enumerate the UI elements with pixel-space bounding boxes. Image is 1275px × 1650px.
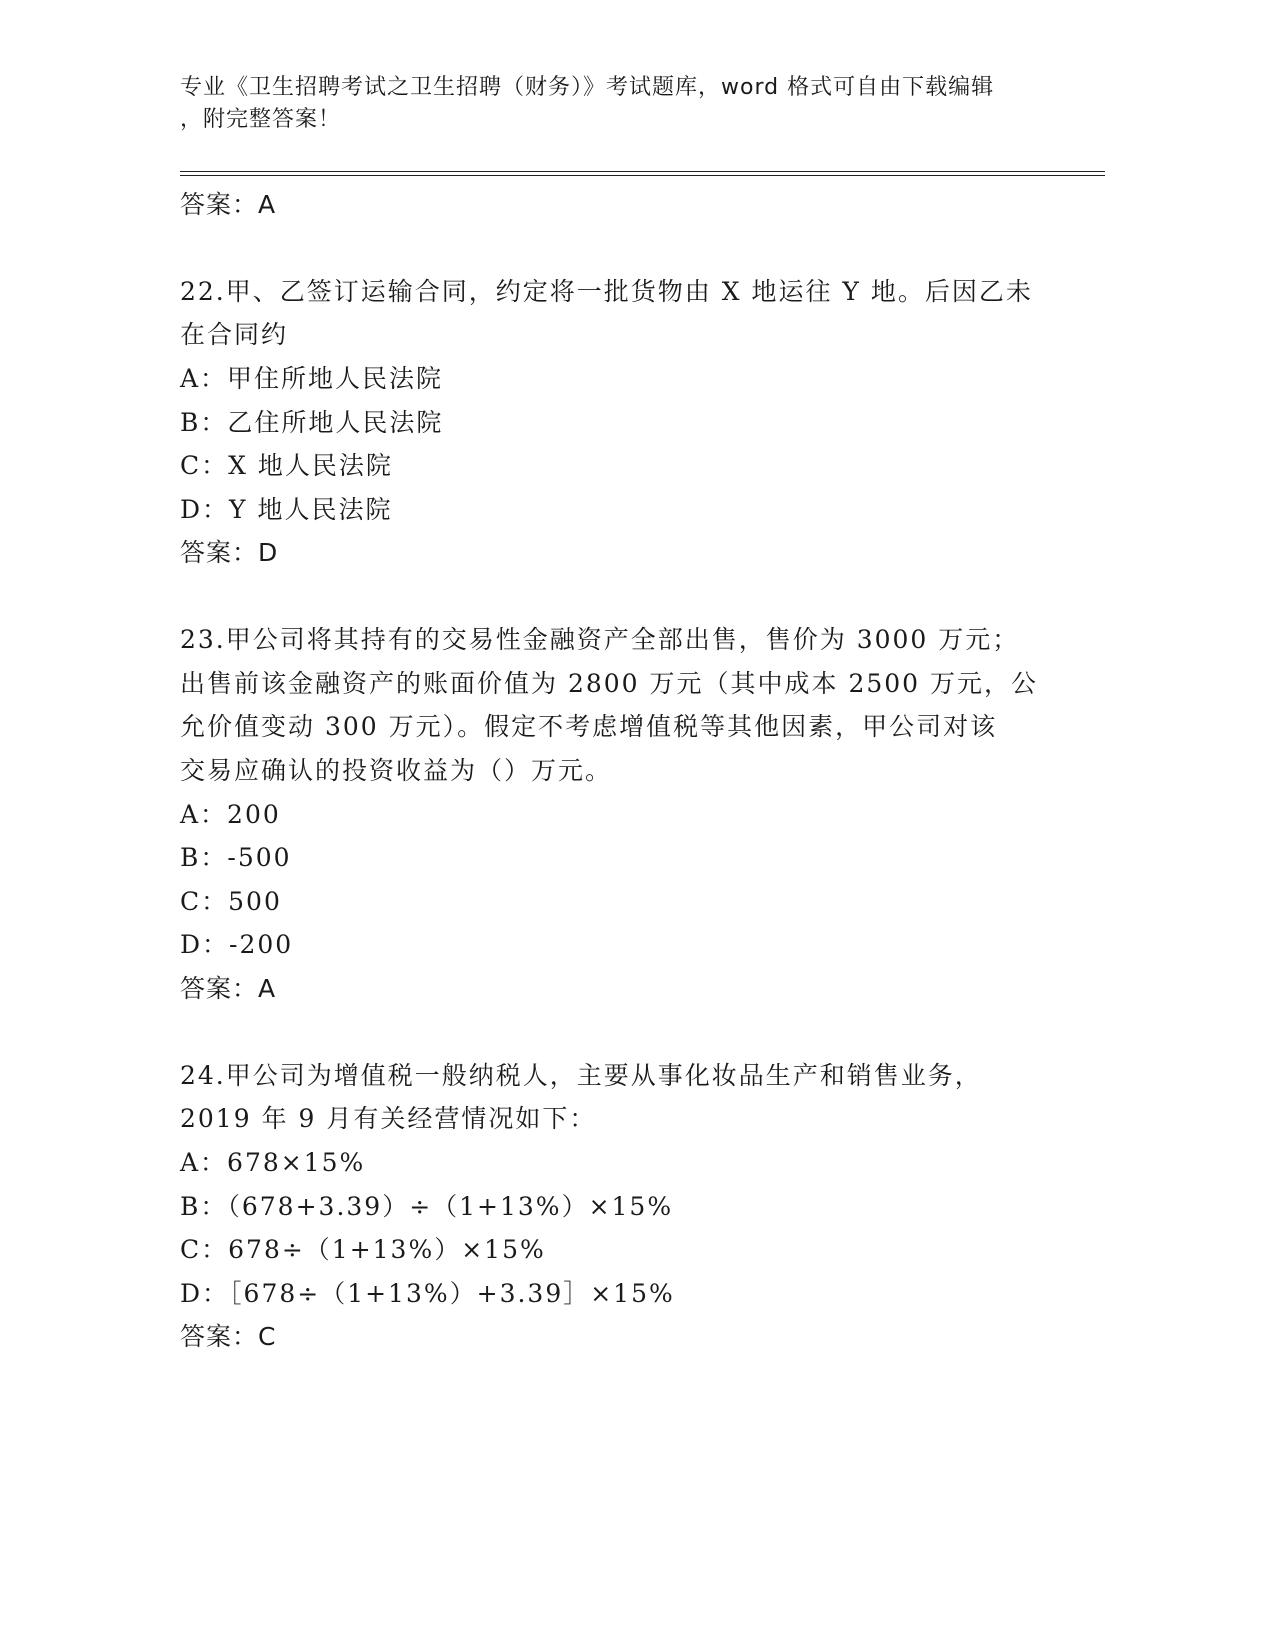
option-c: C：500: [180, 887, 282, 916]
option-d: D：［678÷（1+13%）+3.39］×15%: [180, 1279, 675, 1308]
option-a: A：甲住所地人民法院: [180, 364, 444, 393]
question-stem-line: 在合同约: [180, 320, 289, 349]
document-header: [180, 72, 1040, 136]
answer: 答案：A: [180, 974, 277, 1003]
option-b: B：-500: [180, 843, 292, 872]
option-c: C：678÷（1+13%）×15%: [180, 1235, 546, 1264]
option-d: D：Y 地人民法院: [180, 495, 393, 524]
answer: 答案：D: [180, 538, 279, 567]
option-d: D：-200: [180, 930, 294, 959]
header-line-2: ，附完整答案！: [180, 107, 342, 132]
option-b: B：乙住所地人民法院: [180, 408, 444, 437]
option-a: A：200: [180, 800, 281, 829]
previous-answer: 答案：A: [180, 190, 277, 219]
option-b: B：（678+3.39）÷（1+13%）×15%: [180, 1192, 674, 1221]
option-a: A：678×15%: [180, 1148, 366, 1177]
option-c: C：X 地人民法院: [180, 451, 393, 480]
question-stem-line: 24.甲公司为增值税一般纳税人，主要从事化妆品生产和销售业务，: [180, 1061, 982, 1090]
answer: 答案：C: [180, 1322, 277, 1351]
question-stem-line: 交易应确认的投资收益为（）万元。: [180, 756, 613, 785]
question-stem-line: 23.甲公司将其持有的交易性金融资产全部出售，售价为 3000 万元；: [180, 625, 1020, 654]
question-stem-line: 2019 年 9 月有关经营情况如下：: [180, 1104, 597, 1133]
question-stem-line: 22.甲、乙签订运输合同，约定将一批货物由 X 地运往 Y 地。后因乙未: [180, 277, 1033, 306]
question-stem-line: 允价值变动 300 万元）。假定不考虑增值税等其他因素，甲公司对该: [180, 712, 998, 741]
header-divider-bottom: [180, 175, 1105, 176]
header-line-1: 专业《卫生招聘考试之卫生招聘（财务）》考试题库，word 格式可自由下载编辑: [180, 75, 995, 100]
header-divider-top: [180, 171, 1105, 172]
question-stem-line: 出售前该金融资产的账面价值为 2800 万元（其中成本 2500 万元，公: [180, 669, 1039, 698]
